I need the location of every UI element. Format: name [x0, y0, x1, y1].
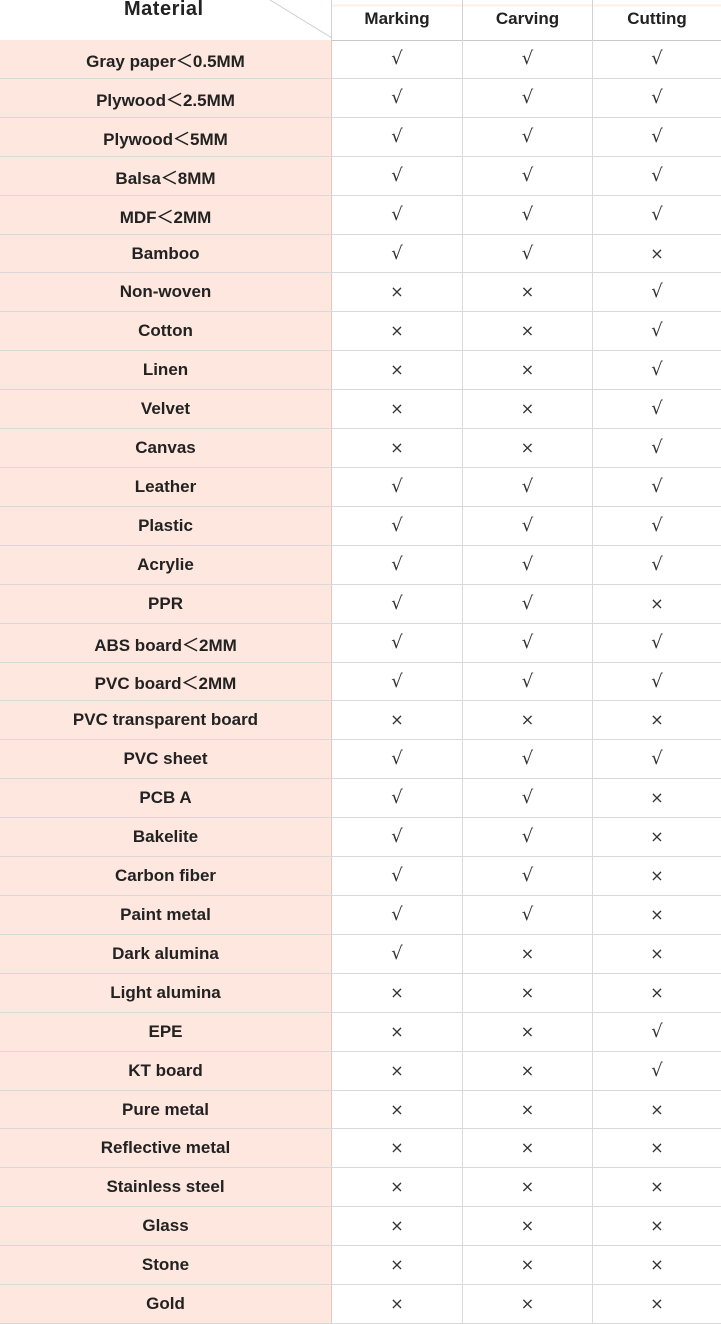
- cutting-cell: [593, 273, 721, 311]
- cross-mark-icon: ×: [520, 944, 535, 963]
- marking-cell: [332, 974, 463, 1012]
- material-name-cell: Non-woven: [0, 273, 332, 311]
- cross-mark-icon: ×: [650, 905, 664, 924]
- carving-cell: [463, 1168, 593, 1206]
- marking-cell: [332, 546, 463, 584]
- carving-cell: [463, 196, 593, 234]
- cutting-cell: [593, 896, 721, 934]
- carving-cell: [463, 429, 593, 467]
- material-name-cell: Gold: [0, 1285, 332, 1323]
- table-row: [0, 118, 721, 157]
- check-mark-icon: √: [391, 165, 403, 186]
- check-mark-icon: √: [651, 1021, 663, 1042]
- material-name-cell: Pure metal: [0, 1091, 332, 1128]
- cross-mark-icon: ×: [390, 1177, 404, 1196]
- check-mark-icon: √: [521, 748, 534, 769]
- material-name-cell: Dark alumina: [0, 935, 332, 973]
- table-row: [0, 896, 721, 935]
- check-mark-icon: √: [391, 748, 403, 769]
- table-row: [0, 701, 721, 740]
- marking-cell: [332, 351, 463, 389]
- material-name-cell: MDF＜2MM: [0, 196, 332, 234]
- cutting-cell: [593, 546, 721, 584]
- carving-cell: [463, 740, 593, 778]
- cross-mark-icon: ×: [520, 1294, 535, 1313]
- marking-cell: [332, 1285, 463, 1323]
- table-row: [0, 273, 721, 312]
- material-name-cell: Leather: [0, 468, 332, 506]
- carving-cell: [463, 1129, 593, 1167]
- check-mark-icon: √: [651, 554, 663, 575]
- marking-cell: [332, 1091, 463, 1128]
- check-mark-icon: √: [651, 359, 663, 380]
- table-row: [0, 857, 721, 896]
- table-row: [0, 312, 721, 351]
- marking-cell: [332, 235, 463, 272]
- check-mark-icon: √: [391, 826, 403, 847]
- carving-cell: [463, 1052, 593, 1090]
- check-mark-icon: √: [651, 476, 663, 497]
- check-mark-icon: √: [391, 242, 403, 264]
- table-row: [0, 663, 721, 701]
- cutting-cell: [593, 1207, 721, 1245]
- check-mark-icon: √: [391, 904, 403, 925]
- marking-cell: [332, 896, 463, 934]
- table-row: [0, 157, 721, 196]
- cross-mark-icon: ×: [390, 1216, 404, 1235]
- material-name-cell: Carbon fiber: [0, 857, 332, 895]
- table-row: [0, 974, 721, 1013]
- table-row: [0, 351, 721, 390]
- cutting-cell: [593, 1168, 721, 1206]
- material-name-cell: PPR: [0, 585, 332, 623]
- cutting-cell: [593, 663, 721, 700]
- check-mark-icon: √: [651, 126, 663, 147]
- marking-cell: [332, 273, 463, 311]
- check-mark-icon: √: [391, 632, 403, 653]
- check-mark-icon: √: [521, 165, 534, 186]
- carving-cell: [463, 1091, 593, 1128]
- cross-mark-icon: ×: [390, 1099, 404, 1119]
- check-mark-icon: √: [651, 281, 663, 302]
- column-header-carving: Carving: [463, 0, 593, 40]
- cross-mark-icon: ×: [650, 1294, 664, 1313]
- check-mark-icon: √: [521, 476, 534, 497]
- cross-mark-icon: ×: [520, 399, 535, 418]
- table-header: [0, 0, 721, 41]
- marking-cell: [332, 507, 463, 545]
- marking-cell: [332, 740, 463, 778]
- table-row: [0, 1129, 721, 1168]
- table-row: [0, 196, 721, 235]
- check-mark-icon: √: [651, 748, 663, 769]
- marking-cell: [332, 935, 463, 973]
- cutting-cell: [593, 585, 721, 623]
- cutting-cell: [593, 1013, 721, 1051]
- marking-cell: [332, 196, 463, 234]
- cross-mark-icon: ×: [390, 1294, 404, 1313]
- material-name-cell: Paint metal: [0, 896, 332, 934]
- cutting-cell: [593, 974, 721, 1012]
- carving-cell: [463, 663, 593, 700]
- material-name-cell: Glass: [0, 1207, 332, 1245]
- carving-cell: [463, 1246, 593, 1284]
- check-mark-icon: √: [391, 593, 403, 614]
- material-name-cell: Cotton: [0, 312, 332, 350]
- check-mark-icon: √: [521, 204, 534, 225]
- carving-cell: [463, 701, 593, 739]
- cutting-cell: [593, 429, 721, 467]
- cross-mark-icon: ×: [520, 360, 535, 379]
- cutting-cell: [593, 390, 721, 428]
- carving-cell: [463, 351, 593, 389]
- carving-cell: [463, 779, 593, 817]
- check-mark-icon: √: [521, 904, 534, 925]
- material-name-cell: PVC sheet: [0, 740, 332, 778]
- material-name-cell: Balsa＜8MM: [0, 157, 332, 195]
- table-row: [0, 79, 721, 118]
- check-mark-icon: √: [651, 437, 663, 458]
- carving-cell: [463, 468, 593, 506]
- table-row: [0, 1013, 721, 1052]
- cutting-cell: [593, 1285, 721, 1323]
- cutting-cell: [593, 779, 721, 817]
- check-mark-icon: √: [521, 48, 534, 69]
- cutting-cell: [593, 196, 721, 234]
- cutting-cell: [593, 312, 721, 350]
- carving-cell: [463, 390, 593, 428]
- check-mark-icon: √: [651, 632, 663, 653]
- cross-mark-icon: ×: [390, 321, 404, 340]
- cross-mark-icon: ×: [650, 243, 664, 263]
- marking-cell: [332, 1052, 463, 1090]
- marking-cell: [332, 40, 463, 78]
- cutting-cell: [593, 857, 721, 895]
- marking-cell: [332, 1129, 463, 1167]
- cross-mark-icon: ×: [520, 1255, 535, 1274]
- material-name-cell: Gray paper＜0.5MM: [0, 40, 332, 78]
- material-name-cell: KT board: [0, 1052, 332, 1090]
- material-header-label: Material: [124, 0, 204, 20]
- marking-cell: [332, 312, 463, 350]
- cross-mark-icon: ×: [390, 438, 404, 457]
- material-name-cell: Linen: [0, 351, 332, 389]
- cross-mark-icon: ×: [650, 710, 664, 729]
- table-row: [0, 1168, 721, 1207]
- table-row: [0, 1091, 721, 1129]
- table-row: [0, 585, 721, 624]
- table-row: [0, 546, 721, 585]
- marking-cell: [332, 663, 463, 700]
- cutting-cell: [593, 79, 721, 117]
- check-mark-icon: √: [521, 865, 534, 886]
- marking-cell: [332, 118, 463, 156]
- cross-mark-icon: ×: [650, 1177, 664, 1196]
- cutting-cell: [593, 118, 721, 156]
- carving-cell: [463, 585, 593, 623]
- carving-cell: [463, 935, 593, 973]
- cutting-cell: [593, 351, 721, 389]
- cross-mark-icon: ×: [520, 1022, 535, 1041]
- material-name-cell: Reflective metal: [0, 1129, 332, 1167]
- marking-cell: [332, 1207, 463, 1245]
- check-mark-icon: √: [521, 554, 534, 575]
- material-name-cell: EPE: [0, 1013, 332, 1051]
- check-mark-icon: √: [391, 670, 403, 692]
- cutting-cell: [593, 818, 721, 856]
- cross-mark-icon: ×: [650, 1255, 664, 1274]
- material-name-cell: Bakelite: [0, 818, 332, 856]
- material-name-cell: PVC board＜2MM: [0, 663, 332, 700]
- check-mark-icon: √: [521, 826, 534, 847]
- cross-mark-icon: ×: [390, 983, 404, 1002]
- cross-mark-icon: ×: [520, 983, 535, 1002]
- check-mark-icon: √: [391, 554, 403, 575]
- carving-cell: [463, 818, 593, 856]
- carving-cell: [463, 40, 593, 78]
- carving-cell: [463, 312, 593, 350]
- table-row: [0, 468, 721, 507]
- check-mark-icon: √: [391, 476, 403, 497]
- carving-cell: [463, 235, 593, 272]
- table-body: [0, 40, 721, 1324]
- cross-mark-icon: ×: [650, 1099, 664, 1119]
- table-row: [0, 624, 721, 663]
- carving-cell: [463, 118, 593, 156]
- marking-cell: [332, 468, 463, 506]
- check-mark-icon: √: [521, 632, 534, 653]
- cross-mark-icon: ×: [520, 1177, 535, 1196]
- carving-cell: [463, 896, 593, 934]
- marking-cell: [332, 818, 463, 856]
- marking-cell: [332, 1013, 463, 1051]
- cutting-cell: [593, 624, 721, 662]
- marking-cell: [332, 585, 463, 623]
- carving-cell: [463, 79, 593, 117]
- check-mark-icon: √: [391, 943, 403, 964]
- carving-cell: [463, 546, 593, 584]
- cutting-cell: [593, 235, 721, 272]
- marking-cell: [332, 429, 463, 467]
- marking-cell: [332, 857, 463, 895]
- check-mark-icon: √: [651, 515, 663, 536]
- cross-mark-icon: ×: [390, 1061, 404, 1080]
- check-mark-icon: √: [651, 165, 663, 186]
- marking-cell: [332, 1246, 463, 1284]
- table-row: [0, 740, 721, 779]
- cross-mark-icon: ×: [390, 360, 404, 379]
- check-mark-icon: √: [521, 787, 534, 808]
- material-name-cell: Plywood＜2.5MM: [0, 79, 332, 117]
- carving-cell: [463, 1013, 593, 1051]
- check-mark-icon: √: [651, 670, 663, 692]
- cutting-cell: [593, 1246, 721, 1284]
- cross-mark-icon: ×: [390, 1022, 404, 1041]
- cutting-cell: [593, 468, 721, 506]
- cross-mark-icon: ×: [650, 866, 664, 885]
- cutting-cell: [593, 507, 721, 545]
- cross-mark-icon: ×: [520, 1099, 535, 1119]
- material-name-cell: Acrylie: [0, 546, 332, 584]
- check-mark-icon: √: [521, 87, 534, 108]
- table-row: [0, 935, 721, 974]
- cutting-cell: [593, 1091, 721, 1128]
- marking-cell: [332, 1168, 463, 1206]
- table-row: [0, 40, 721, 79]
- column-header-marking: Marking: [332, 0, 463, 40]
- table-row: [0, 390, 721, 429]
- check-mark-icon: √: [521, 242, 534, 264]
- check-mark-icon: √: [391, 87, 403, 108]
- table-row: [0, 235, 721, 273]
- material-name-cell: Bamboo: [0, 235, 332, 272]
- check-mark-icon: √: [651, 320, 663, 341]
- table-row: [0, 1207, 721, 1246]
- check-mark-icon: √: [521, 670, 534, 692]
- carving-cell: [463, 157, 593, 195]
- check-mark-icon: √: [521, 515, 534, 536]
- marking-cell: [332, 390, 463, 428]
- check-mark-icon: √: [651, 87, 663, 108]
- table-row: [0, 818, 721, 857]
- cross-mark-icon: ×: [650, 1216, 664, 1235]
- carving-cell: [463, 273, 593, 311]
- marking-cell: [332, 624, 463, 662]
- cross-mark-icon: ×: [390, 710, 404, 729]
- marking-cell: [332, 779, 463, 817]
- carving-cell: [463, 857, 593, 895]
- material-name-cell: PVC transparent board: [0, 701, 332, 739]
- table-row: [0, 1052, 721, 1091]
- check-mark-icon: √: [391, 126, 403, 147]
- check-mark-icon: √: [651, 1060, 663, 1081]
- cutting-cell: [593, 40, 721, 78]
- check-mark-icon: √: [391, 48, 403, 69]
- cutting-cell: [593, 740, 721, 778]
- check-mark-icon: √: [391, 787, 403, 808]
- table-row: [0, 429, 721, 468]
- check-mark-icon: √: [391, 515, 403, 536]
- check-mark-icon: √: [391, 204, 403, 225]
- check-mark-icon: √: [521, 126, 534, 147]
- cross-mark-icon: ×: [520, 710, 535, 729]
- cutting-cell: [593, 935, 721, 973]
- check-mark-icon: √: [391, 865, 403, 886]
- material-name-cell: Stainless steel: [0, 1168, 332, 1206]
- cross-mark-icon: ×: [650, 944, 664, 963]
- table-row: [0, 1285, 721, 1324]
- header-diagonal-divider: [0, 0, 332, 40]
- carving-cell: [463, 1285, 593, 1323]
- cross-mark-icon: ×: [390, 399, 404, 418]
- material-name-cell: ABS board＜2MM: [0, 624, 332, 662]
- material-name-cell: PCB A: [0, 779, 332, 817]
- check-mark-icon: √: [521, 593, 534, 614]
- material-name-cell: Canvas: [0, 429, 332, 467]
- marking-cell: [332, 701, 463, 739]
- marking-cell: [332, 79, 463, 117]
- carving-cell: [463, 507, 593, 545]
- material-name-cell: Stone: [0, 1246, 332, 1284]
- cross-mark-icon: ×: [650, 788, 664, 807]
- material-name-cell: Light alumina: [0, 974, 332, 1012]
- cross-mark-icon: ×: [650, 983, 664, 1002]
- table-row: [0, 779, 721, 818]
- material-name-cell: Plastic: [0, 507, 332, 545]
- marking-cell: [332, 157, 463, 195]
- cross-mark-icon: ×: [390, 1138, 404, 1157]
- check-mark-icon: √: [651, 204, 663, 225]
- cutting-cell: [593, 701, 721, 739]
- cross-mark-icon: ×: [520, 1061, 535, 1080]
- cross-mark-icon: ×: [520, 321, 535, 340]
- cross-mark-icon: ×: [650, 594, 664, 613]
- cross-mark-icon: ×: [520, 438, 535, 457]
- cross-mark-icon: ×: [650, 1138, 664, 1157]
- material-name-cell: Plywood＜5MM: [0, 118, 332, 156]
- table-row: [0, 1246, 721, 1285]
- cross-mark-icon: ×: [390, 282, 404, 301]
- check-mark-icon: √: [651, 398, 663, 419]
- check-mark-icon: √: [651, 48, 663, 69]
- cross-mark-icon: ×: [520, 1138, 535, 1157]
- cross-mark-icon: ×: [390, 1255, 404, 1274]
- material-name-cell: Velvet: [0, 390, 332, 428]
- material-header-cell: [0, 0, 332, 40]
- column-header-cutting: Cutting: [593, 0, 721, 40]
- cross-mark-icon: ×: [520, 1216, 535, 1235]
- cross-mark-icon: ×: [520, 282, 535, 301]
- carving-cell: [463, 974, 593, 1012]
- table-row: [0, 507, 721, 546]
- cutting-cell: [593, 1129, 721, 1167]
- cross-mark-icon: ×: [650, 827, 664, 846]
- carving-cell: [463, 1207, 593, 1245]
- cutting-cell: [593, 1052, 721, 1090]
- cutting-cell: [593, 157, 721, 195]
- carving-cell: [463, 624, 593, 662]
